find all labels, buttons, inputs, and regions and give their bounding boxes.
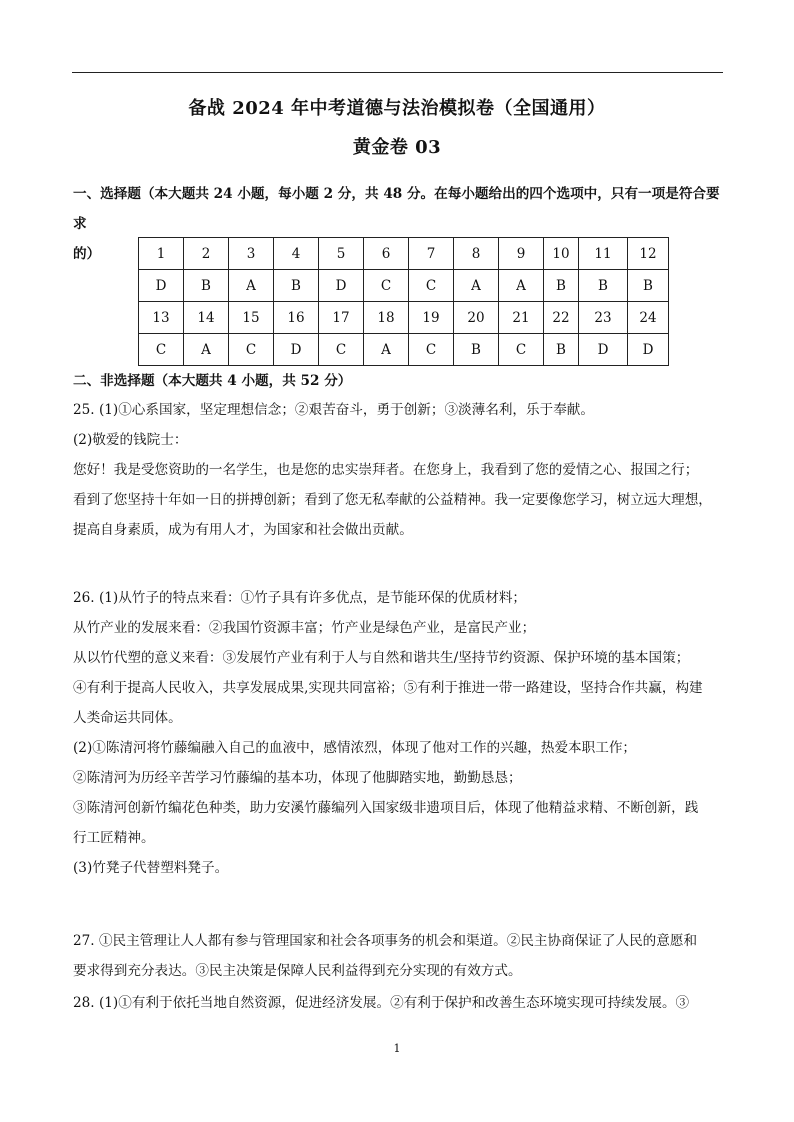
answer-table-cell: B — [579, 270, 628, 302]
q26-line6: (2)①陈清河将竹藤编融入自己的血液中，感情浓烈，体现了他对工作的兴趣，热爱本职工作； — [73, 740, 637, 756]
answer-table-cell: D — [628, 334, 669, 366]
q26-line9: 行工匠精神。 — [73, 830, 155, 846]
section2-heading: 二、非选择题（本大题共 4 小题，共 52 分） — [73, 373, 352, 389]
q26-line2: 从竹产业的发展来看：②我国竹资源丰富；竹产业是绿色产业，是富民产业； — [73, 620, 536, 636]
q27-line1: 27. ①民主管理让人人都有参与管理国家和社会各项事务的机会和渠道。②民主协商保证了人民的意愿和 — [73, 933, 698, 949]
q25-line4: 看到了您坚持十年如一日的拼搏创新；看到了您无私奉献的公益精神。我一定要像您学习，树立远大理想， — [73, 492, 712, 508]
q25-line3: 您好！我是受您资助的一名学生，也是您的忠实崇拜者。在您身上，我看到了您的爱情之心、报国之行； — [73, 462, 699, 478]
answer-table-cell: 13 — [139, 302, 184, 334]
answer-table-cell: 20 — [454, 302, 499, 334]
answer-table-cell: 22 — [544, 302, 579, 334]
header-rule — [72, 72, 723, 73]
answer-table-cell: C — [409, 270, 454, 302]
answer-table-cell: B — [454, 334, 499, 366]
page-title: 备战 2024 年中考道德与法治模拟卷（全国通用） — [188, 98, 606, 119]
q26-line8: ③陈清河创新竹编花色种类，助力安溪竹藤编列入国家级非遗项目后，体现了他精益求精、不断创新，践 — [73, 800, 699, 816]
answer-table-row — [139, 238, 669, 270]
question-25 — [73, 395, 725, 545]
answer-table-cell: C — [139, 334, 184, 366]
q26-line1: 26. (1)从竹子的特点来看：①竹子具有许多优点，是节能环保的优质材料； — [73, 590, 527, 606]
answer-table-row — [139, 302, 669, 334]
q26-line5: 人类命运共同体。 — [73, 710, 182, 726]
answer-table-cell: 5 — [319, 238, 364, 270]
answer-table-cell: 15 — [229, 302, 274, 334]
section1-heading-line2: 的） — [73, 246, 101, 262]
answer-table-cell: A — [364, 334, 409, 366]
answer-table-row — [139, 270, 669, 302]
section1-heading-line1: 一、选择题（本大题共 24 小题，每小题 2 分，共 48 分。在每小题给出的四个选项中，只有一项是符合要求 — [73, 186, 720, 232]
answer-table-cell: B — [544, 334, 579, 366]
q26-line3: 从以竹代塑的意义来看：③发展竹产业有利于人与自然和谐共生/坚持节约资源、保护环境的基本国策； — [73, 650, 690, 666]
q26-line4: ④有利于提高人民收入，共享发展成果,实现共同富裕；⑤有利于推进一带一路建设，坚持合作共赢，构建 — [73, 680, 703, 696]
answer-table-cell: 17 — [319, 302, 364, 334]
answer-table — [138, 237, 669, 366]
q25-line2: (2)敬爱的钱院士： — [73, 432, 188, 448]
question-26 — [73, 583, 725, 883]
answer-table-cell: B — [184, 270, 229, 302]
answer-table-cell: A — [499, 270, 544, 302]
q25-line1: 25. (1)①心系国家，坚定理想信念；②艰苦奋斗，勇于创新；③淡薄名利，乐于奉献。 — [73, 402, 594, 418]
answer-table-cell: B — [274, 270, 319, 302]
answer-table-cell: 21 — [499, 302, 544, 334]
answer-table-cell: B — [628, 270, 669, 302]
q26-line7: ②陈清河为历经辛苦学习竹藤编的基本功，体现了他脚踏实地，勤勤恳恳； — [73, 770, 522, 786]
answer-table-cell: A — [184, 334, 229, 366]
answer-table-cell: A — [229, 270, 274, 302]
q27-line2: 要求得到充分表达。③民主决策是保障人民利益得到充分实现的有效方式。 — [73, 963, 522, 979]
answer-table-cell: 1 — [139, 238, 184, 270]
answer-table-cell: B — [544, 270, 579, 302]
answer-table-cell: C — [499, 334, 544, 366]
answer-table-cell: 24 — [628, 302, 669, 334]
answer-table-cell: C — [409, 334, 454, 366]
answer-table-cell: 14 — [184, 302, 229, 334]
answer-table-cell: 19 — [409, 302, 454, 334]
answer-table-cell: 3 — [229, 238, 274, 270]
answer-table-cell: C — [364, 270, 409, 302]
question-27 — [73, 926, 725, 986]
answer-table-cell: 8 — [454, 238, 499, 270]
answer-table-row — [139, 334, 669, 366]
question-28 — [73, 988, 725, 1018]
answer-table-cell: D — [579, 334, 628, 366]
answer-table-cell: 23 — [579, 302, 628, 334]
answer-table-cell: 12 — [628, 238, 669, 270]
answer-table-cell: C — [319, 334, 364, 366]
answer-table-cell: D — [319, 270, 364, 302]
answer-table-cell: 2 — [184, 238, 229, 270]
answer-table-cell: 10 — [544, 238, 579, 270]
answer-table-cell: D — [139, 270, 184, 302]
answer-table-cell: C — [229, 334, 274, 366]
answer-table-cell: 7 — [409, 238, 454, 270]
page-number: 1 — [393, 1042, 401, 1055]
answer-table-cell: 16 — [274, 302, 319, 334]
answer-table-cell: A — [454, 270, 499, 302]
answer-table-cell: D — [274, 334, 319, 366]
answer-table-cell: 18 — [364, 302, 409, 334]
page-subtitle: 黄金卷 03 — [352, 137, 442, 158]
q25-line5: 提高自身素质，成为有用人才，为国家和社会做出贡献。 — [73, 522, 413, 538]
q28-line1: 28. (1)①有利于依托当地自然资源，促进经济发展。②有利于保护和改善生态环境实现可持续发展。③ — [73, 995, 690, 1011]
answer-table-cell: 9 — [499, 238, 544, 270]
answer-table-cell: 4 — [274, 238, 319, 270]
q26-line10: (3)竹凳子代替塑料凳子。 — [73, 860, 229, 876]
answer-table-cell: 6 — [364, 238, 409, 270]
answer-table-cell: 11 — [579, 238, 628, 270]
